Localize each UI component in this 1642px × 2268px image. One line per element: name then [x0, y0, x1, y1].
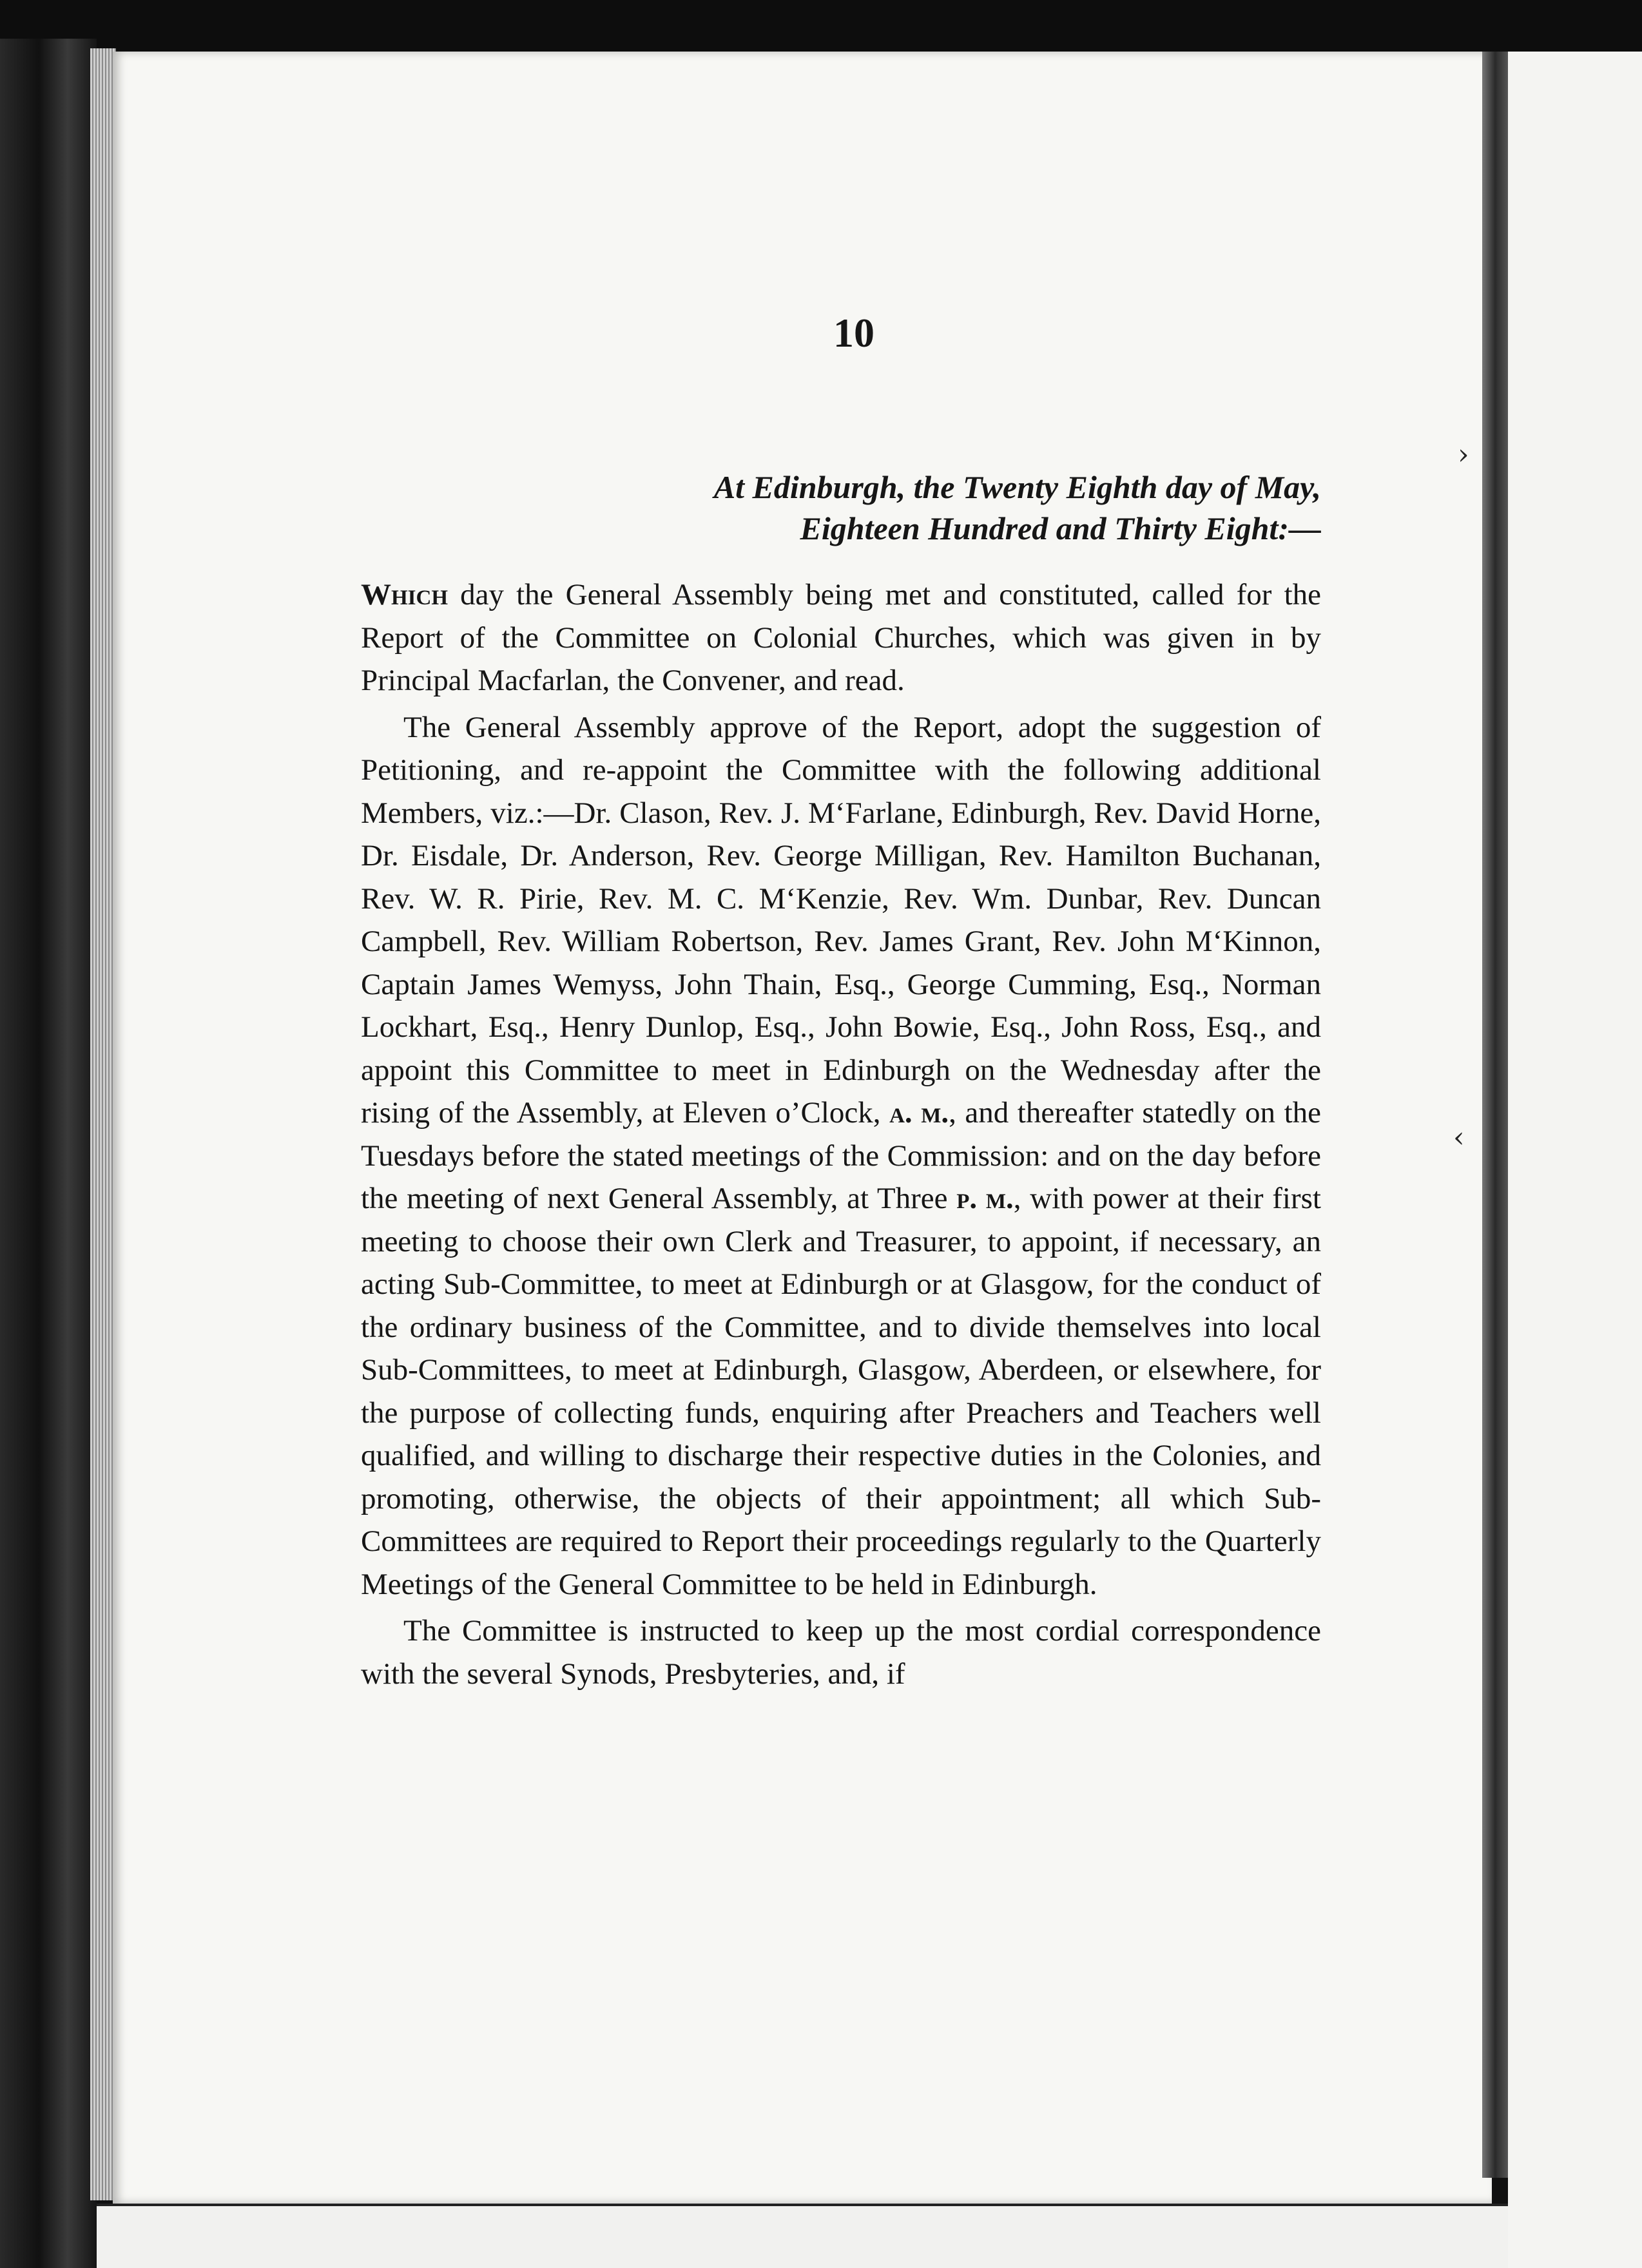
scan-top-border	[0, 0, 1642, 52]
paragraph-assembly-met	[361, 573, 1321, 702]
paragraph-committee-appointment	[361, 706, 1321, 1606]
paragraph-2-part-2: , and thereafter statedly on the Tuesdays before the stated meetings of the Commission: and on the day before the meeting of next General Assembly, at Three	[361, 1096, 1322, 1215]
page-number: 10	[833, 310, 874, 356]
paragraph-3-text: The Committee is instructed to keep up the most cordial correspondence with the several Synods, Presbyteries, and, if	[361, 1614, 1321, 1691]
right-margin	[1508, 52, 1642, 2268]
bottom-margin	[97, 2204, 1508, 2268]
book-binding-edge	[0, 39, 97, 2268]
heading-line-1: At Edinburgh, the Twenty Eighth day of May,	[713, 469, 1321, 505]
time-pm: p. m.	[956, 1182, 1014, 1215]
right-page-shadow	[1482, 52, 1508, 2178]
paragraph-1-text: day the General Assembly being met and constituted, called for the Report of the Committee on Colonial Churches, which was given in by Principal Macfarlan, the Convener, and read.	[361, 578, 1321, 697]
page-text	[361, 309, 1321, 1695]
heading-line-2: Eighteen Hundred and Thirty Eight:—	[800, 510, 1321, 546]
margin-mark-top: ›	[1458, 438, 1469, 471]
minute-heading	[361, 466, 1321, 549]
time-am: a. m.	[889, 1096, 949, 1129]
paragraph-2-part-3: , with power at their first meeting to choose their own Clerk and Treasurer, to appoint, if necessary, an acting Sub-Committee, to meet at Edinburgh or at Glasgow, for the conduct of the ordinary business of the Committee, and to divide themselves into local Sub-Committees, to meet at Edinburgh, Glasgow, Aberdeen, or elsewhere, for the purpose of collecting funds, enquiring after Preachers and Teachers well qualified, and willing to discharge their respective duties in the Colonies, and promoting, otherwise, the objects of their appointment; all which Sub-Committees are required to Report their proceedings regularly to the Quarterly Meetings of the General Committee to be held in Edinburgh.	[361, 1182, 1321, 1601]
paragraph-2-part-1: The General Assembly approve of the Report, adopt the suggestion of Petitioning, and re-appoint the Committee with the following additional Members, viz.:—Dr. Clason, Rev. J. M‘Farlane, Edinburgh, Rev. David Horne, Dr. Eisdale, Dr. Anderson, Rev. George Milligan, Rev. Hamilton Buchanan, Rev. W. R. Pirie, Rev. M. C. M‘Kenzie, Rev. Wm. Dunbar, Rev. Duncan Campbell, Rev. William Robertson, Rev. James Grant, Rev. John M‘Kinnon, Captain James Wemyss, John Thain, Esq., George Cumming, Esq., Norman Lockhart, Esq., Henry Dunlop, Esq., John Bowie, Esq., John Ross, Esq., and appoint this Committee to meet in Edinburgh on the Wednesday after the rising of the Assembly, at Eleven o’Clock,	[361, 710, 1321, 1129]
paragraph-correspondence	[361, 1610, 1321, 1695]
page-stack-edges	[90, 48, 116, 2200]
paragraph-lead-word: Which	[361, 578, 449, 611]
margin-mark-middle: ‹	[1453, 1121, 1465, 1154]
